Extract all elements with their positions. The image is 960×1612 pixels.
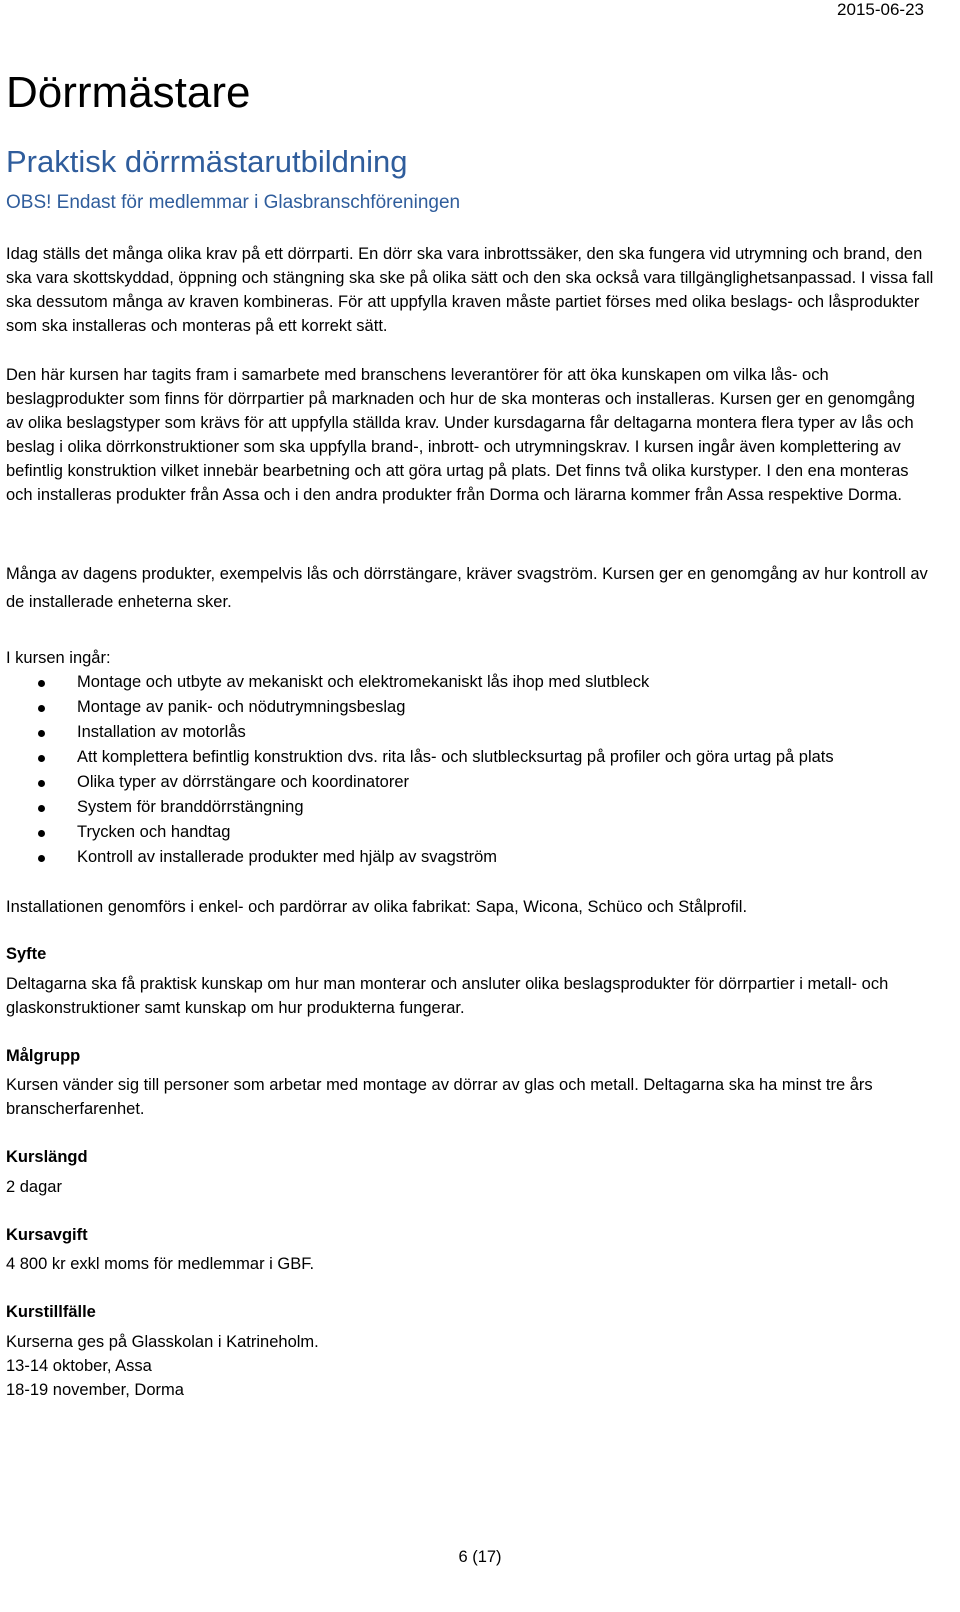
page-number: 6 (17) xyxy=(458,1548,502,1566)
kurstillfalle-details xyxy=(6,1330,936,1402)
kurstillfalle-date-dorma: 18-19 november, Dorma xyxy=(6,1381,184,1399)
page-date: 2015-06-23 xyxy=(837,0,924,19)
power-paragraph: Många av dagens produkter, exempelvis lås och dörrstängare, kräver svagström. Kursen ger en genomgång av hur kontroll av de installerade enheterna sker. xyxy=(6,565,928,611)
list-item: Kontroll av installerade produkter med hjälp av svagström xyxy=(0,845,936,870)
course-description-paragraph: Den här kursen har tagits fram i samarbete med branschens leverantörer för att öka kunskapen om vilka lås- och beslagprodukter som finns för dörrpartier på marknaden och hur de ska monteras och installeras. Kursen ger en genomgång av olika beslagstyper som krävs för att uppfylla ställda krav. Under kursdagarna får deltagarna montera flera typer av lås och beslag i olika dörrkonstruktioner som ska uppfylla brand-, inbrott- och utrymningskrav. I kursen ingår även komplettering av befintlig konstruktion vilket innebär bearbetning och att göra urtag på plats. Det finns två olika kurstyper. I den ena monteras och installeras produkter från Assa och i den andra produkter från Dorma och lärarna kommer från Assa respektive Dorma. xyxy=(6,366,915,504)
kurstillfalle-date-assa: 13-14 oktober, Assa xyxy=(6,1357,152,1375)
members-notice: OBS! Endast för medlemmar i Glasbranschföreningen xyxy=(6,192,461,213)
page-subtitle: Praktisk dörrmästarutbildning xyxy=(6,144,408,179)
includes-list xyxy=(0,670,936,870)
list-item: Installation av motorlås xyxy=(0,720,936,745)
kursavgift-text: 4 800 kr exkl moms för medlemmar i GBF. xyxy=(6,1255,315,1273)
list-item: Montage av panik- och nödutrymningsbeslag xyxy=(0,695,936,720)
list-item: System för branddörrstängning xyxy=(0,795,936,820)
malgrupp-heading: Målgrupp xyxy=(6,1047,81,1065)
malgrupp-text: Kursen vänder sig till personer som arbetar med montage av dörrar av glas och metall. Deltagarna ska ha minst tre års branscherfarenhet. xyxy=(6,1076,873,1118)
list-item: Montage och utbyte av mekaniskt och elektromekaniskt lås ihop med slutbleck xyxy=(0,670,936,695)
includes-label: I kursen ingår: xyxy=(6,649,111,667)
kurslangd-heading: Kurslängd xyxy=(6,1148,88,1166)
page-title: Dörrmästare xyxy=(6,68,251,117)
list-item: Att komplettera befintlig konstruktion dvs. rita lås- och slutblecksurtag på profiler och göra urtag på plats xyxy=(0,745,936,770)
list-item: Olika typer av dörrstängare och koordinatorer xyxy=(0,770,936,795)
kurslangd-text: 2 dagar xyxy=(6,1178,62,1196)
syfte-heading: Syfte xyxy=(6,945,47,963)
intro-paragraph: Idag ställs det många olika krav på ett dörrparti. En dörr ska vara inbrottssäker, den ska fungera vid utrymning och brand, den ska vara skottskyddad, öppning och stängning ska ske på olika sätt och den ska också vara tillgänglighetsanpassad. I vissa fall ska dessutom många av kraven kombineras. För att uppfylla kraven måste partiet förses med olika beslags- och låsprodukter som ska installeras och monteras på ett korrekt sätt. xyxy=(6,245,934,335)
kursavgift-heading: Kursavgift xyxy=(6,1226,88,1244)
installation-paragraph: Installationen genomförs i enkel- och pardörrar av olika fabrikat: Sapa, Wicona, Schüco och Stålprofil. xyxy=(6,898,748,916)
list-item: Trycken och handtag xyxy=(0,820,936,845)
syfte-text: Deltagarna ska få praktisk kunskap om hur man monterar och ansluter olika beslagsprodukter för dörrpartier i metall- och glaskonstruktioner samt kunskap om hur produkterna fungerar. xyxy=(6,975,889,1017)
kurstillfalle-location: Kurserna ges på Glasskolan i Katrineholm. xyxy=(6,1333,319,1351)
kurstillfalle-heading: Kurstillfälle xyxy=(6,1303,96,1321)
